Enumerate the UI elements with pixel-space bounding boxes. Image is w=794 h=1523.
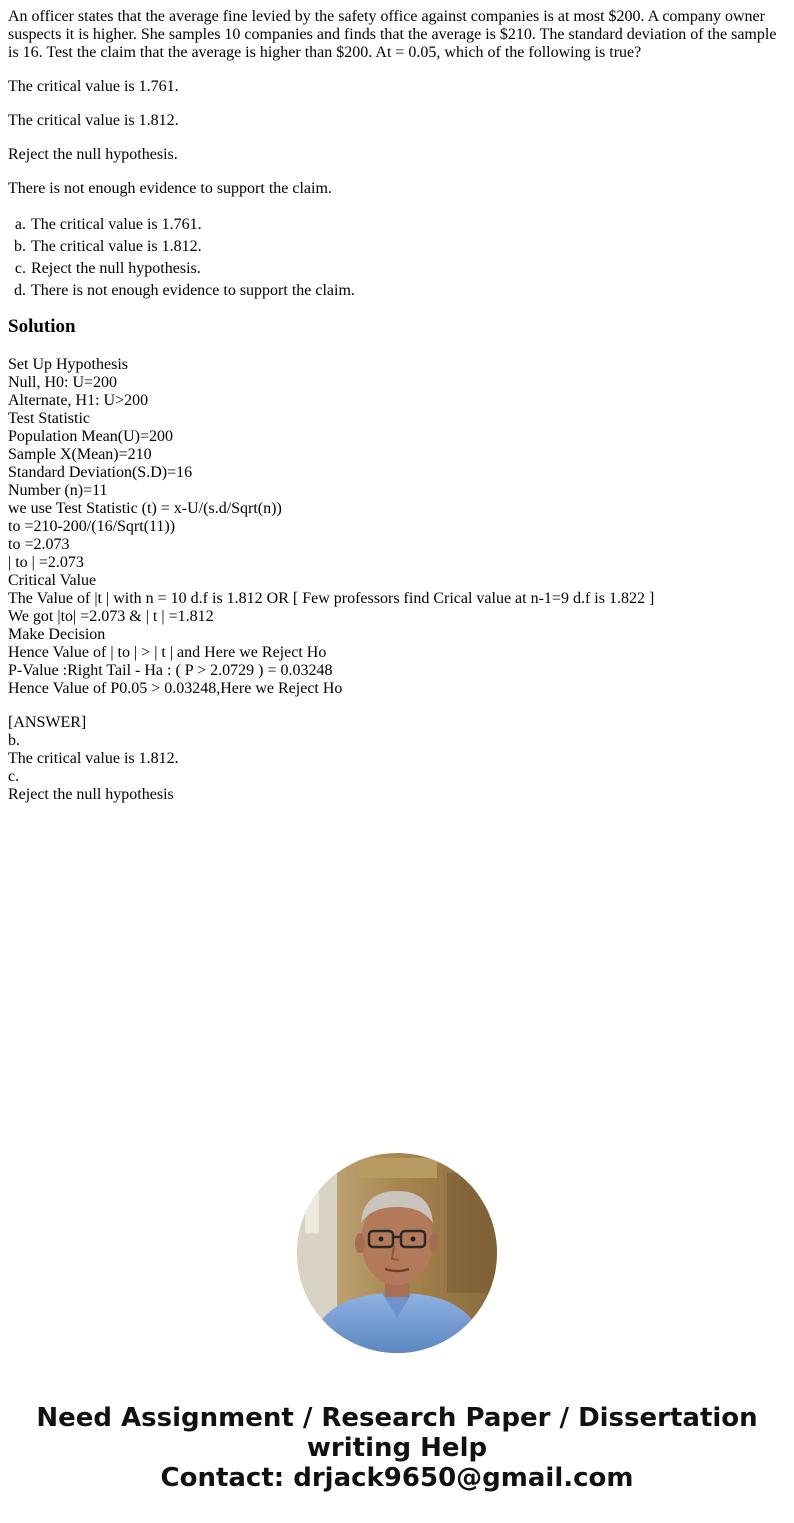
option-c bbox=[8, 258, 786, 280]
solution-heading: Solution bbox=[8, 316, 76, 337]
solution-line: Set Up Hypothesis bbox=[8, 356, 128, 373]
promo-line: writing Help bbox=[306, 1433, 488, 1463]
solution-steps bbox=[8, 356, 786, 698]
solution-line: Population Mean(U)=200 bbox=[8, 428, 173, 445]
answer-line: Reject the null hypothesis bbox=[8, 786, 174, 803]
answer-block bbox=[8, 714, 786, 804]
solution-line: Sample X(Mean)=210 bbox=[8, 446, 152, 463]
answer-line: The critical value is 1.812. bbox=[8, 750, 179, 767]
solution-line: Standard Deviation(S.D)=16 bbox=[8, 464, 193, 481]
avatar-portrait-icon bbox=[297, 1153, 497, 1353]
option-letter: b. bbox=[14, 238, 26, 255]
option-text: Reject the null hypothesis. bbox=[31, 260, 201, 277]
answer-line: [ANSWER] bbox=[8, 714, 87, 731]
solution-line: Critical Value bbox=[8, 572, 97, 589]
solution-line: to =210-200/(16/Sqrt(11)) bbox=[8, 518, 176, 535]
promo-line: Need Assignment / Research Paper / Dissertation bbox=[36, 1403, 758, 1433]
option-text: There is not enough evidence to support the claim. bbox=[31, 282, 355, 299]
solution-line: Hence Value of | to | > | t | and Here we Reject Ho bbox=[8, 644, 327, 661]
solution-line: to =2.073 bbox=[8, 536, 70, 553]
solution-line: Alternate, H1: U>200 bbox=[8, 392, 149, 409]
solution-line: We got |to| =2.073 & | t | =1.812 bbox=[8, 608, 214, 625]
solution-line: Test Statistic bbox=[8, 410, 90, 427]
statement-1: The critical value is 1.761. bbox=[8, 78, 179, 95]
statement-3: Reject the null hypothesis. bbox=[8, 146, 178, 163]
promo-banner bbox=[0, 1403, 794, 1493]
option-letter: c. bbox=[14, 260, 26, 277]
solution-line: Hence Value of P0.05 > 0.03248,Here we Reject Ho bbox=[8, 680, 343, 697]
solution-line: Make Decision bbox=[8, 626, 106, 643]
option-text: The critical value is 1.761. bbox=[31, 216, 202, 233]
options-list bbox=[8, 214, 786, 302]
solution-line: | to | =2.073 bbox=[8, 554, 84, 571]
answer-line: c. bbox=[8, 768, 20, 785]
option-d bbox=[8, 280, 786, 302]
statement-4: There is not enough evidence to support the claim. bbox=[8, 180, 332, 197]
option-text: The critical value is 1.812. bbox=[31, 238, 202, 255]
solution-line: Null, H0: U=200 bbox=[8, 374, 118, 391]
question-text: An officer states that the average fine levied by the safety office against companies is at most $200. A company owner suspects it is higher. She samples 10 companies and finds that the average is $210. The standard deviation of the sample is 16. Test the claim that the average is higher than $200. At = 0.05, which of the following is true? bbox=[8, 8, 777, 61]
document-body bbox=[8, 8, 786, 804]
contact-email: Contact: drjack9650@gmail.com bbox=[160, 1463, 634, 1493]
option-a bbox=[8, 214, 786, 236]
statement-2: The critical value is 1.812. bbox=[8, 112, 179, 129]
option-b bbox=[8, 236, 786, 258]
option-letter: a. bbox=[14, 216, 26, 233]
option-letter: d. bbox=[14, 282, 26, 299]
solution-line: Number (n)=11 bbox=[8, 482, 108, 499]
solution-line: P-Value :Right Tail - Ha : ( P > 2.0729 ) = 0.03248 bbox=[8, 662, 333, 679]
answer-line: b. bbox=[8, 732, 20, 749]
solution-line: we use Test Statistic (t) = x-U/(s.d/Sqrt(n)) bbox=[8, 500, 282, 517]
avatar bbox=[297, 1153, 497, 1353]
solution-line: The Value of |t | with n = 10 d.f is 1.812 OR [ Few professors find Crical value at n-1=9 d.f is 1.822 ] bbox=[8, 590, 655, 607]
